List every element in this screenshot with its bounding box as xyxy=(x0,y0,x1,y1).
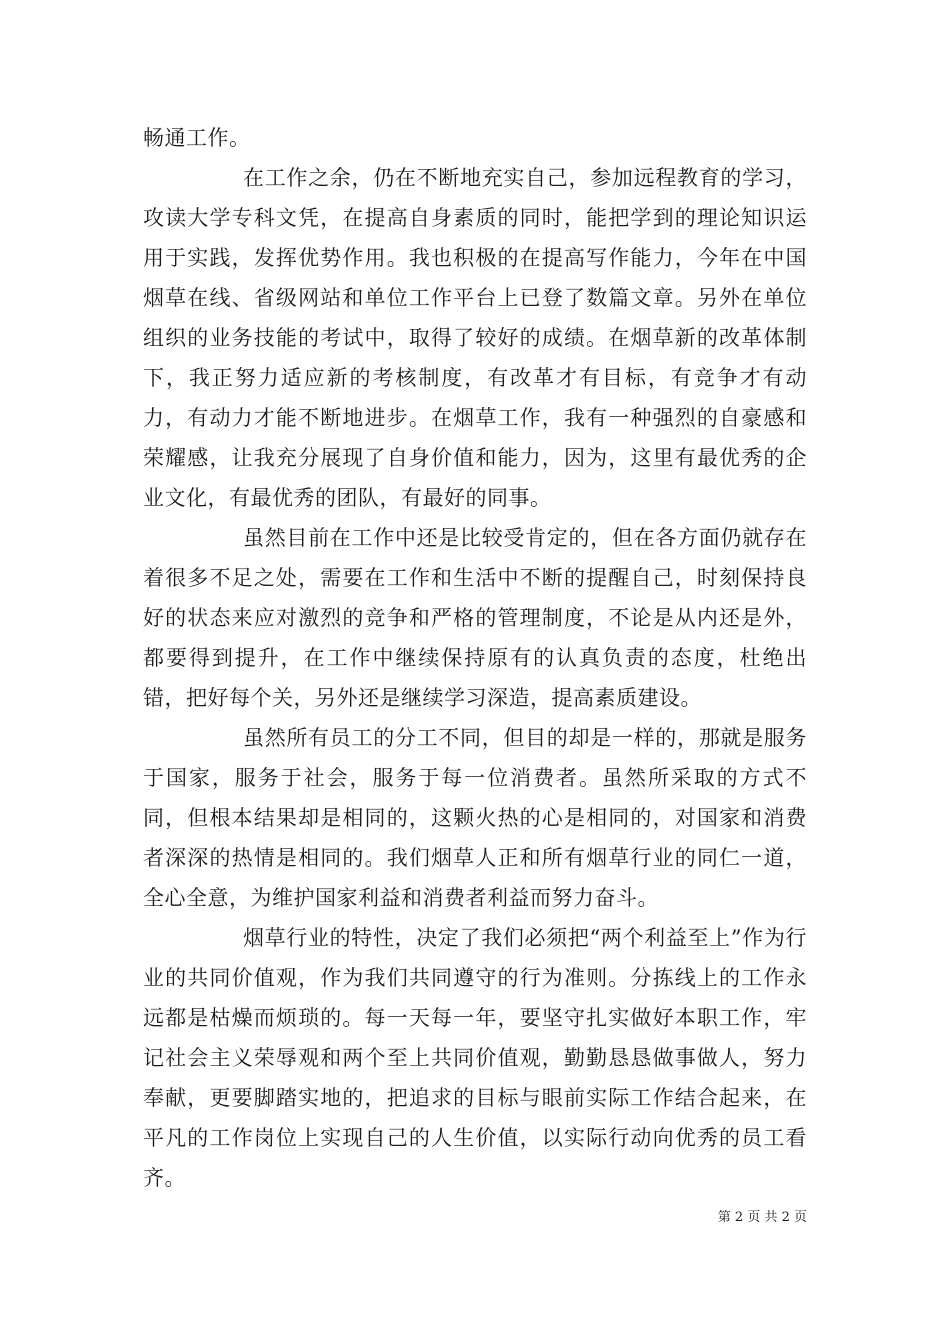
paragraph-2: 在工作之余，仍在不断地充实自己，参加远程教育的学习，攻读大学专科文凭，在提高自身素质的同时，能把学到的理论知识运用于实践，发挥优势作用。我也积极的在提高写作能力，今年在中国烟草在线、省级网站和单位工作平台上已登了数篇文章。另外在单位组织的业务技能的考试中，取得了较好的成绩。在烟草新的改革体制下，我正努力适应新的考核制度，有改革才有目标，有竞争才有动力，有动力才能不断地进步。在烟草工作，我有一种强烈的自豪感和荣耀感，让我充分展现了自身价值和能力，因为，这里有最优秀的企业文化，有最优秀的团队，有最好的同事。 xyxy=(143,166,807,510)
paragraph-4: 虽然所有员工的分工不同，但目的却是一样的，那就是服务于国家，服务于社会，服务于每一位消费者。虽然所采取的方式不同，但根本结果却是相同的，这颗火热的心是相同的，对国家和消费者深深的热情是相同的。我们烟草人正和所有烟草行业的同仁一道，全心全意，为维护国家利益和消费者利益而努力奋斗。 xyxy=(143,726,807,910)
paragraph-3: 虽然目前在工作中还是比较受肯定的，但在各方面仍就存在着很多不足之处，需要在工作和生活中不断的提醒自己，时刻保持良好的状态来应对激烈的竞争和严格的管理制度，不论是从内还是外，都要得到提升，在工作中继续保持原有的认真负责的态度，杜绝出错，把好每个关，另外还是继续学习深造，提高素质建设。 xyxy=(143,526,807,710)
body-text xyxy=(143,118,807,1198)
page-number-footer: 第 2 页 共 2 页 xyxy=(717,1210,807,1225)
paragraph-5: 烟草行业的特性，决定了我们必须把“两个利益至上”作为行业的共同价值观，作为我们共同遵守的行为准则。分拣线上的工作永远都是枯燥而烦琐的。每一天每一年，要坚守扎实做好本职工作，牢记社会主义荣辱观和两个至上共同价值观，勤勤恳恳做事做人，努力奉献，更要脚踏实地的，把追求的目标与眼前实际工作结合起来，在平凡的工作岗位上实现自己的人生价值，以实际行动向优秀的员工看齐。 xyxy=(143,926,807,1190)
paragraph-1: 畅通工作。 xyxy=(143,126,251,150)
